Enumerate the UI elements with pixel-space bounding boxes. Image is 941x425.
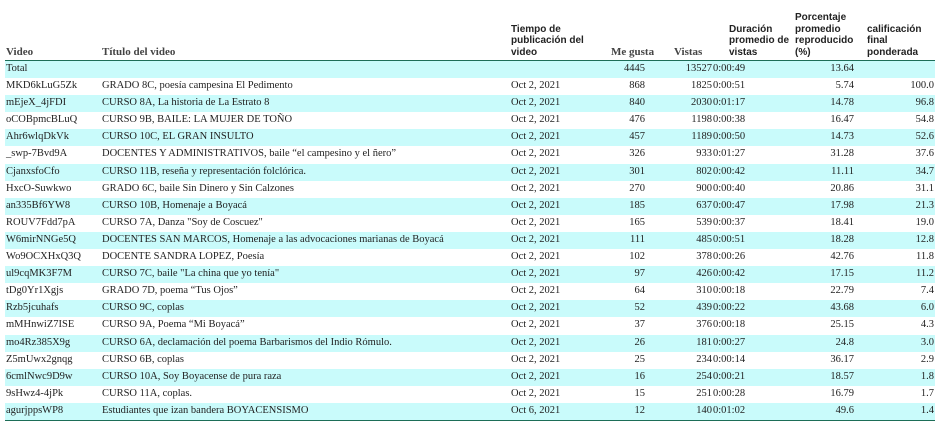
video-id: mMHnwiZ7ISE — [6, 319, 75, 331]
video-title: Estudiantes que izan bandera BOYACENSISMO — [102, 404, 309, 416]
table-row — [5, 266, 935, 283]
header-likes: Me gusta — [611, 45, 655, 58]
video-id: an335Bf6YW8 — [6, 199, 71, 211]
likes-count: 326 — [629, 148, 645, 160]
video-id: Z5mUwx2gnqg — [6, 353, 73, 365]
weighted-score: 1.8 — [920, 370, 934, 382]
views-count: 181 — [696, 336, 712, 348]
publish-date: Oct 2, 2021 — [511, 114, 561, 126]
weighted-score: 6.0 — [920, 302, 934, 314]
total-views: 13527 — [685, 63, 712, 74]
weighted-score: 1.7 — [920, 387, 934, 399]
weighted-score: 1.4 — [920, 404, 934, 416]
views-count: 637 — [696, 199, 712, 211]
weighted-score: 3.0 — [920, 336, 934, 348]
likes-count: 165 — [629, 216, 645, 228]
publish-date: Oct 2, 2021 — [511, 233, 561, 245]
video-title: CURSO 10A, Soy Boyacense de pura raza — [102, 370, 282, 382]
weighted-score: 19.0 — [915, 216, 934, 228]
avg-percent-viewed: 25.15 — [830, 319, 854, 331]
weighted-score: 12.8 — [915, 233, 934, 245]
publish-date: Oct 2, 2021 — [511, 370, 561, 382]
header-score: calificación final ponderada — [867, 23, 922, 58]
avg-view-duration: 0:00:28 — [713, 387, 746, 399]
table-row — [5, 249, 935, 266]
table-row — [5, 129, 935, 146]
table-row — [5, 300, 935, 317]
total-likes: 4445 — [624, 63, 645, 74]
weighted-score: 21.3 — [915, 199, 934, 211]
table-row — [5, 181, 935, 198]
publish-date: Oct 2, 2021 — [511, 97, 561, 109]
table-row — [5, 112, 935, 129]
likes-count: 52 — [634, 302, 645, 314]
weighted-score: 37.6 — [915, 148, 934, 160]
table-row — [5, 78, 935, 95]
avg-view-duration: 0:00:14 — [713, 353, 746, 365]
avg-view-duration: 0:00:47 — [713, 199, 746, 211]
publish-date: Oct 2, 2021 — [511, 285, 561, 297]
views-count: 933 — [696, 148, 712, 160]
avg-percent-viewed: 42.76 — [830, 251, 854, 263]
video-title: CURSO 7A, Danza "Soy de Coscuez" — [102, 216, 263, 228]
video-title: CURSO 11A, coplas. — [102, 387, 193, 399]
views-count: 900 — [696, 182, 712, 194]
avg-view-duration: 0:00:22 — [713, 302, 746, 314]
video-title: DOCENTES Y ADMINISTRATIVOS, baile “el campesino y el ñero” — [102, 148, 397, 160]
publish-date: Oct 2, 2021 — [511, 165, 561, 177]
video-title: DOCENTE SANDRA LOPEZ, Poesía — [102, 251, 265, 263]
publish-date: Oct 2, 2021 — [511, 387, 561, 399]
publish-date: Oct 2, 2021 — [511, 148, 561, 160]
video-title: CURSO 7C, baile "La china que yo tenía" — [102, 268, 280, 280]
publish-date: Oct 2, 2021 — [511, 216, 561, 228]
likes-count: 25 — [634, 353, 645, 365]
weighted-score: 7.4 — [920, 285, 934, 297]
avg-view-duration: 0:01:17 — [713, 97, 746, 109]
avg-percent-viewed: 5.74 — [835, 80, 854, 92]
video-title: GRADO 6C, baile Sin Dinero y Sin Calzones — [102, 182, 294, 194]
views-count: 802 — [696, 165, 712, 177]
header-published: Tiempo de publicación del video — [511, 23, 584, 58]
avg-view-duration: 0:00:42 — [713, 268, 746, 280]
video-id: _swp-7Bvd9A — [6, 148, 68, 160]
table-row — [5, 95, 935, 112]
avg-view-duration: 0:01:27 — [713, 148, 746, 160]
avg-percent-viewed: 18.41 — [830, 216, 854, 228]
avg-percent-viewed: 18.28 — [830, 233, 854, 245]
publish-date: Oct 2, 2021 — [511, 80, 561, 92]
header-percent: Porcentaje promedio reproducido (%) — [795, 12, 854, 58]
views-count: 1189 — [691, 131, 712, 143]
avg-view-duration: 0:01:02 — [713, 404, 746, 416]
table-row — [5, 283, 935, 300]
total-label: Total — [6, 63, 28, 74]
header-views: Vistas — [674, 45, 703, 58]
weighted-score: 11.2 — [916, 268, 934, 280]
total-duration: 0:00:49 — [713, 63, 746, 74]
likes-count: 476 — [629, 114, 645, 126]
video-title: CURSO 6A, declamación del poema Barbarismos del Indio Rómulo. — [102, 336, 392, 348]
avg-view-duration: 0:00:40 — [713, 182, 746, 194]
avg-percent-viewed: 20.86 — [830, 182, 854, 194]
table-body — [5, 78, 935, 421]
views-count: 1198 — [691, 114, 712, 126]
avg-percent-viewed: 31.28 — [830, 148, 854, 160]
video-title: CURSO 10B, Homenaje a Boyacá — [102, 199, 247, 211]
weighted-score: 4.3 — [920, 319, 934, 331]
avg-percent-viewed: 22.79 — [830, 285, 854, 297]
video-title: CURSO 10C, EL GRAN INSULTO — [102, 131, 254, 143]
table-row — [5, 335, 935, 352]
likes-count: 270 — [629, 182, 645, 194]
views-count: 140 — [696, 404, 712, 416]
avg-percent-viewed: 17.98 — [830, 199, 854, 211]
video-title: GRADO 7D, poema “Tus Ojos” — [102, 285, 238, 297]
likes-count: 185 — [629, 199, 645, 211]
video-title: CURSO 8A, La historia de La Estrato 8 — [102, 97, 270, 109]
weighted-score: 2.9 — [920, 353, 934, 365]
avg-percent-viewed: 17.15 — [830, 268, 854, 280]
video-id: Wo9OCXHxQ3Q — [6, 251, 81, 263]
total-percent: 13.64 — [830, 63, 854, 74]
views-count: 254 — [696, 370, 712, 382]
header-title: Título del video — [102, 45, 176, 58]
video-title: GRADO 8C, poesía campesina El Pedimento — [102, 80, 293, 92]
avg-percent-viewed: 43.68 — [830, 302, 854, 314]
header-duration: Duración promedio de vistas — [729, 23, 790, 58]
video-id: W6mirNNGe5Q — [6, 233, 76, 245]
views-count: 485 — [696, 233, 712, 245]
views-count: 1825 — [691, 80, 712, 92]
views-count: 376 — [696, 319, 712, 331]
weighted-score: 34.7 — [915, 165, 934, 177]
video-title: CURSO 9B, BAILE: LA MUJER DE TOÑO — [102, 114, 293, 126]
weighted-score: 54.8 — [915, 114, 934, 126]
video-id: HxcO-Suwkwo — [6, 182, 72, 194]
avg-view-duration: 0:00:18 — [713, 285, 746, 297]
publish-date: Oct 6, 2021 — [511, 404, 561, 416]
avg-percent-viewed: 16.47 — [830, 114, 854, 126]
avg-view-duration: 0:00:18 — [713, 319, 746, 331]
avg-view-duration: 0:00:51 — [713, 80, 746, 92]
table-row — [5, 232, 935, 249]
table-row — [5, 317, 935, 334]
avg-percent-viewed: 11.11 — [831, 165, 854, 177]
table-row — [5, 198, 935, 215]
publish-date: Oct 2, 2021 — [511, 336, 561, 348]
video-id: ul9cqMK3F7M — [6, 268, 72, 280]
video-id: Rzb5jcuhafs — [6, 302, 59, 314]
likes-count: 12 — [634, 404, 645, 416]
likes-count: 840 — [629, 97, 645, 109]
views-count: 2030 — [691, 97, 712, 109]
table-row — [5, 215, 935, 232]
avg-percent-viewed: 14.78 — [830, 97, 854, 109]
publish-date: Oct 2, 2021 — [511, 182, 561, 194]
total-row — [5, 61, 935, 78]
table-row — [5, 146, 935, 163]
views-count: 539 — [696, 216, 712, 228]
likes-count: 26 — [634, 336, 645, 348]
table-row — [5, 164, 935, 181]
weighted-score: 52.6 — [915, 131, 934, 143]
header-video: Video — [6, 45, 34, 58]
likes-count: 457 — [629, 131, 645, 143]
likes-count: 64 — [634, 285, 645, 297]
video-title: CURSO 9C, coplas — [102, 302, 184, 314]
weighted-score: 11.8 — [916, 251, 934, 263]
avg-view-duration: 0:00:50 — [713, 131, 746, 143]
video-id: 9sHwz4-4jPk — [6, 387, 64, 399]
table-header — [5, 5, 935, 61]
views-count: 251 — [696, 387, 712, 399]
avg-percent-viewed: 18.57 — [830, 370, 854, 382]
weighted-score: 96.8 — [915, 97, 934, 109]
likes-count: 301 — [629, 165, 645, 177]
video-title: DOCENTES SAN MARCOS, Homenaje a las advocaciones marianas de Boyacá — [102, 233, 444, 245]
publish-date: Oct 2, 2021 — [511, 131, 561, 143]
publish-date: Oct 2, 2021 — [511, 302, 561, 314]
video-id: tDg0Yr1Xgjs — [6, 285, 64, 297]
video-id: mo4Rz385X9g — [6, 336, 71, 348]
likes-count: 37 — [634, 319, 645, 331]
video-id: mEjeX_4jFDI — [6, 97, 67, 109]
weighted-score: 31.1 — [915, 182, 934, 194]
likes-count: 868 — [629, 80, 645, 92]
publish-date: Oct 2, 2021 — [511, 251, 561, 263]
avg-view-duration: 0:00:37 — [713, 216, 746, 228]
weighted-score: 100.0 — [910, 80, 934, 92]
table-row — [5, 403, 935, 421]
likes-count: 97 — [634, 268, 645, 280]
avg-percent-viewed: 49.6 — [835, 404, 854, 416]
avg-view-duration: 0:00:26 — [713, 251, 746, 263]
video-id: Ahr6wlqDkVk — [6, 131, 69, 143]
avg-percent-viewed: 14.73 — [830, 131, 854, 143]
table-row — [5, 386, 935, 403]
video-title: CURSO 9A, Poema “Mi Boyacá” — [102, 319, 245, 331]
views-count: 439 — [696, 302, 712, 314]
views-count: 310 — [696, 285, 712, 297]
likes-count: 16 — [634, 370, 645, 382]
avg-view-duration: 0:00:27 — [713, 336, 746, 348]
views-count: 426 — [696, 268, 712, 280]
publish-date: Oct 2, 2021 — [511, 353, 561, 365]
video-title: CURSO 11B, reseña y representación folclórica. — [102, 165, 307, 177]
publish-date: Oct 2, 2021 — [511, 319, 561, 331]
publish-date: Oct 2, 2021 — [511, 268, 561, 280]
avg-view-duration: 0:00:51 — [713, 233, 746, 245]
avg-percent-viewed: 24.8 — [835, 336, 854, 348]
avg-view-duration: 0:00:42 — [713, 165, 746, 177]
avg-view-duration: 0:00:21 — [713, 370, 746, 382]
table-row — [5, 352, 935, 369]
video-stats-table — [5, 5, 935, 421]
publish-date: Oct 2, 2021 — [511, 199, 561, 211]
video-id: agurjppsWP8 — [6, 404, 64, 416]
views-count: 378 — [696, 251, 712, 263]
video-id: 6cmlNwc9D9w — [6, 370, 73, 382]
likes-count: 15 — [634, 387, 645, 399]
table-row — [5, 369, 935, 386]
video-id: MKD6kLuG5Zk — [6, 80, 78, 92]
avg-percent-viewed: 16.79 — [830, 387, 854, 399]
likes-count: 111 — [630, 233, 645, 245]
avg-view-duration: 0:00:38 — [713, 114, 746, 126]
video-id: ROUV7Fdd7pA — [6, 216, 76, 228]
likes-count: 102 — [629, 251, 645, 263]
views-count: 234 — [696, 353, 712, 365]
video-title: CURSO 6B, coplas — [102, 353, 184, 365]
video-id: CjanxsfoCfo — [6, 165, 60, 177]
avg-percent-viewed: 36.17 — [830, 353, 854, 365]
video-id: oCOBpmcBLuQ — [6, 114, 78, 126]
